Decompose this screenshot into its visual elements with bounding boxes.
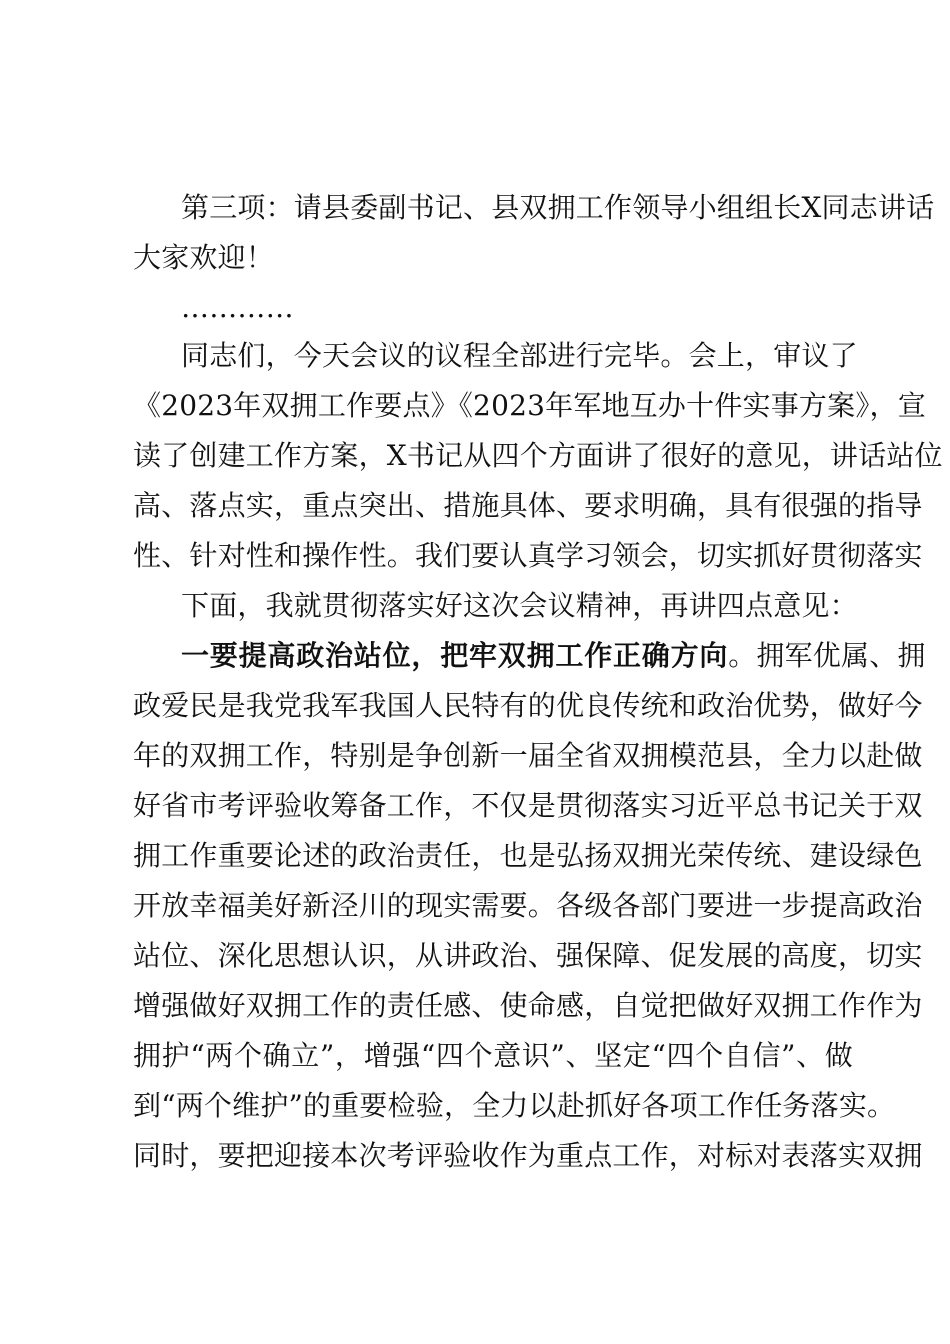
summary-paragraph-line-3: 读了创建工作方案，X书记从四个方面讲了很好的意见，讲话站位 xyxy=(133,439,943,472)
transition-paragraph: 下面，我就贯彻落实好这次会议精神，再讲四点意见： xyxy=(181,589,858,622)
point-one-line-5: 拥工作重要论述的政治责任，也是弘扬双拥光荣传统、建设绿色 xyxy=(133,839,923,872)
summary-paragraph-line-4: 高、落点实，重点突出、措施具体、要求明确，具有很强的指导 xyxy=(133,489,923,522)
point-one-line-9: 拥护“两个确立”，增强“四个意识”、坚定“四个自信”、做 xyxy=(133,1039,853,1072)
point-one-line-2: 政爱民是我党我军我国人民特有的优良传统和政治优势，做好今 xyxy=(133,689,923,722)
point-one-line-1 xyxy=(181,638,926,674)
point-one-line-10: 到“两个维护”的重要检验，全力以赴抓好各项工作任务落实。 xyxy=(133,1089,896,1122)
point-one-line-7: 站位、深化思想认识，从讲政治、强保障、促发展的高度，切实 xyxy=(133,939,923,972)
summary-paragraph-line-2: 《2023年双拥工作要点》《2023年军地互办十件实事方案》，宣 xyxy=(133,389,926,422)
point-one-heading: 一要提高政治站位，把牢双拥工作正确方向 xyxy=(181,639,729,672)
point-one-line-1-rest: 。拥军优属、拥 xyxy=(728,639,926,672)
point-one-line-8: 增强做好双拥工作的责任感、使命感，自觉把做好双拥工作作为 xyxy=(133,989,923,1022)
point-one-line-11: 同时，要把迎接本次考评验收作为重点工作，对标对表落实双拥 xyxy=(133,1139,923,1172)
summary-paragraph-line-1: 同志们，今天会议的议程全部进行完毕。会上，审议了 xyxy=(181,339,858,372)
point-one-line-6: 开放幸福美好新泾川的现实需要。各级各部门要进一步提高政治 xyxy=(133,889,923,922)
point-one-line-3: 年的双拥工作，特别是争创新一届全省双拥模范县，全力以赴做 xyxy=(133,739,923,772)
agenda-item-three-line-2: 大家欢迎！ xyxy=(133,241,275,274)
point-one-line-4: 好省市考评验收筹备工作，不仅是贯彻落实习近平总书记关于双 xyxy=(133,789,923,822)
ellipsis-line: ………… xyxy=(181,291,294,324)
summary-paragraph-line-5: 性、针对性和操作性。我们要认真学习领会，切实抓好贯彻落实 xyxy=(133,539,923,572)
agenda-item-three-line-1: 第三项：请县委副书记、县双拥工作领导小组组长X同志讲话 xyxy=(181,191,935,224)
